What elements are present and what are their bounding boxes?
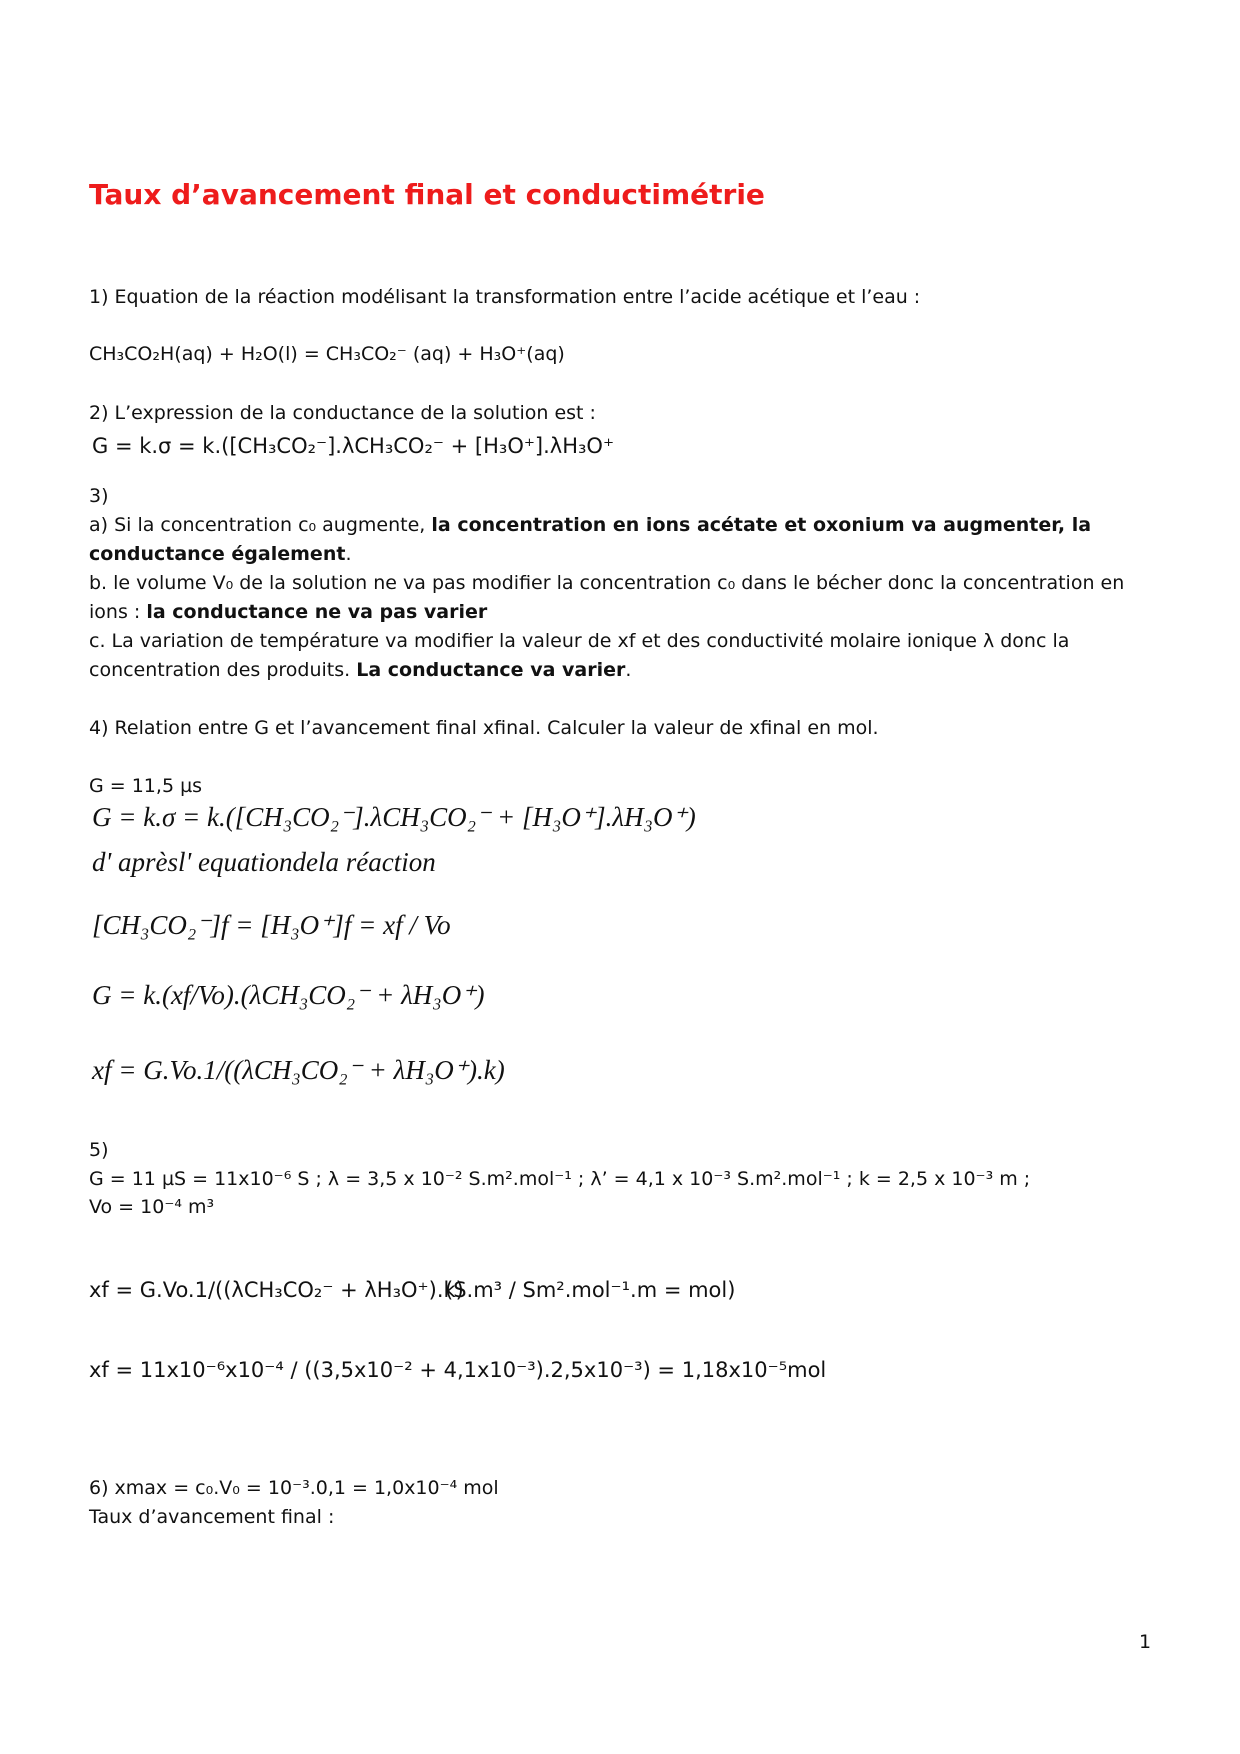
q5-numeric-result: xf = 11x10⁻⁶x10⁻⁴ / ((3,5x10⁻² + 4,1x10⁻³).2,5x10⁻³) = 1,18x10⁻⁵mol: [89, 1358, 827, 1382]
q4-eq5: xf = G.Vo.1/((λCH₃CO₂⁻ + λH₃O⁺).k): [92, 1055, 505, 1085]
q4-eq2: d' aprèsl' equationdela réaction: [92, 847, 436, 877]
q5-unit-check: (S.m³ / Sm².mol⁻¹.m = mol): [445, 1278, 736, 1302]
q1-intro: 1) Equation de la réaction modélisant la transformation entre l’acide acétique et l’eau :: [89, 286, 921, 308]
page-number: 1: [1139, 1631, 1152, 1653]
q4-eq4: G = k.(xf/Vo).(λCH₃CO₂⁻ + λH₃O⁺): [92, 980, 485, 1010]
q3-c-text: c. La variation de température va modifier la valeur de xf et des conductivité molaire ionique λ donc la concentration des produits.: [89, 630, 1070, 681]
q2-formula: [92, 434, 614, 458]
q3-b-text: b. le volume V₀ de la solution ne va pas modifier la concentration c₀ dans le bécher donc la concentration en ions :: [89, 572, 1125, 623]
q3-label: 3): [89, 485, 109, 507]
q1-equation-text: CH₃CO₂H(aq) + H₂O(l) = CH₃CO₂⁻ (aq) + H₃O⁺(aq): [89, 343, 565, 365]
q3-a-bold: la concentration en ions acétate et oxonium va augmenter, la conductance également: [89, 514, 1092, 565]
q5-data-line2: Vo = 10⁻⁴ m³: [89, 1196, 215, 1218]
q3-b: [89, 569, 1149, 627]
q4-intro: 4) Relation entre G et l’avancement final xfinal. Calculer la valeur de xfinal en mol.: [89, 717, 879, 739]
page-title: Taux d’avancement final et conductimétrie: [89, 178, 765, 211]
q6-xmax: 6) xmax = c₀.V₀ = 10⁻³.0,1 = 1,0x10⁻⁴ mol: [89, 1477, 499, 1499]
q5-data-line1: G = 11 µS = 11x10⁻⁶ S ; λ = 3,5 x 10⁻² S.m².mol⁻¹ ; λ’ = 4,1 x 10⁻³ S.m².mol⁻¹ ; k = 2,5 x 10⁻³ m ;: [89, 1168, 1031, 1190]
q2-formula-text: G = k.σ = k.([CH₃CO₂⁻].λCH₃CO₂⁻ + [H₃O⁺].λH₃O⁺: [92, 434, 615, 458]
q3-c-bold: La conductance va varier: [356, 659, 626, 681]
q5-label: 5): [89, 1139, 109, 1161]
q2-intro: 2) L’expression de la conductance de la solution est :: [89, 402, 596, 424]
q3-a-text: a) Si la concentration c₀ augmente,: [89, 514, 432, 536]
q4-g-value: G = 11,5 µs: [89, 775, 203, 797]
q1-equation: [89, 340, 565, 369]
q6-taux: Taux d’avancement final :: [89, 1506, 335, 1528]
q5-formula: [89, 1278, 464, 1302]
q3-a: a) Si la concentration c₀ augmente, la concentration en ions acétate et oxonium va augmenter, la conductance également.: [89, 514, 1092, 565]
q3-c: c. La variation de température va modifier la valeur de xf et des conductivité molaire ionique λ donc la concentration des produits. La conductance va varier.: [89, 630, 1070, 681]
q3-b-bold: la conductance ne va pas varier: [146, 601, 488, 623]
q5-formula-text: xf = G.Vo.1/((λCH₃CO₂⁻ + λH₃O⁺).k): [89, 1278, 464, 1302]
q4-eq3: [CH₃CO₂⁻]f = [H₃O⁺]f = xf / Vo: [92, 910, 451, 940]
q4-eq1: G = k.σ = k.([CH₃CO₂⁻].λCH₃CO₂⁻ + [H₃O⁺].λH₃O⁺): [92, 802, 696, 832]
